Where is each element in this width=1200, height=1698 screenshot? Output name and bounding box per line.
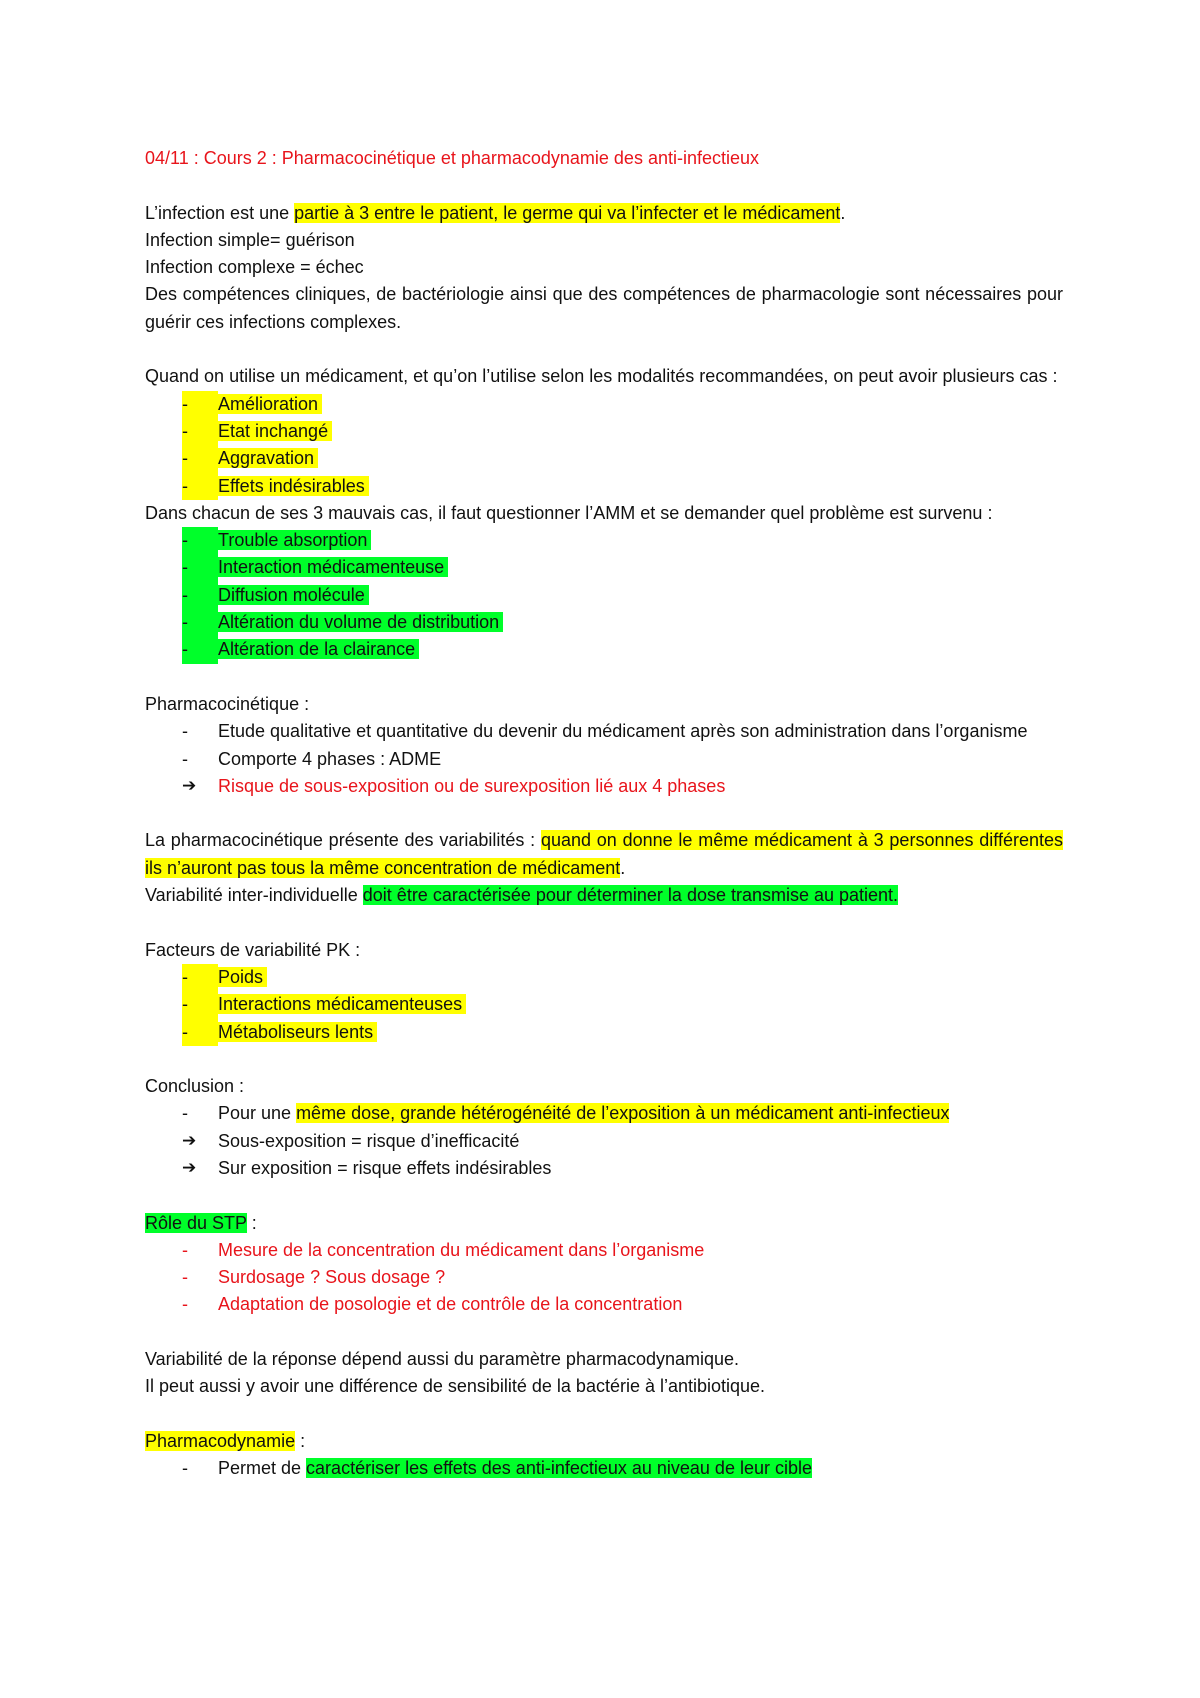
infection-complexe-line: Infection complexe = échec [145, 257, 364, 278]
list-item: - Adaptation de posologie et de contrôle de la concentration [182, 1294, 683, 1315]
reponse-line: Variabilité de la réponse dépend aussi du paramètre pharmacodynamique. [145, 1349, 740, 1370]
pd-heading: Pharmacodynamie : [145, 1430, 306, 1451]
infection-simple-line: Infection simple= guérison [145, 229, 355, 250]
pd-list [145, 1455, 1063, 1482]
highlight-yellow: Pharmacodynamie [145, 1430, 296, 1451]
list-item: - Altération du volume de distribution [145, 609, 1063, 636]
variabilite-inter-line: Variabilité inter-individuelle doit être caractérisée pour déterminer la dose transmise au patient. [145, 885, 899, 906]
document-title: 04/11 : Cours 2 : Pharmacocinétique et pharmacodynamie des anti-infectieux [145, 148, 760, 168]
list-item: - Interaction médicamenteuse [145, 554, 1063, 581]
mauvais-cas-paragraph: Dans chacun de ses 3 mauvais cas, il faut questionner l’AMM et se demander quel problème est survenu : [145, 502, 993, 523]
stp-heading: Rôle du STP : [145, 1212, 257, 1233]
facteurs-list [145, 964, 1063, 1046]
intro-paragraph: L’infection est une partie à 3 entre le patient, le germe qui va l’infecter et le médicament. [145, 202, 846, 223]
highlight-green: caractériser les effets des anti-infectieux au niveau de leur cible [306, 1458, 812, 1479]
list-item: - Amélioration [145, 391, 1063, 418]
list-item: ➔ Risque de sous-exposition ou de surexposition lié aux 4 phases [145, 773, 1063, 800]
arrow-right-icon: ➔ [182, 775, 197, 796]
list-item: - Métaboliseurs lents [145, 1019, 1063, 1046]
pk-heading: Pharmacocinétique : [145, 693, 310, 714]
highlight-yellow: partie à 3 entre le patient, le germe qui va l’infecter et le médicament [294, 202, 841, 223]
list-item: - Surdosage ? Sous dosage ? [182, 1267, 446, 1288]
list-item: - Aggravation [145, 445, 1063, 472]
list-item: - Diffusion molécule [145, 582, 1063, 609]
highlight-yellow: quand on donne le même médicament à 3 personnes différentes ils n’auront pas tous la même concentration de médicament [145, 830, 1063, 878]
cas-paragraph: Quand on utilise un médicament, et qu’on l’utilise selon les modalités recommandées, on peut avoir plusieurs cas : [145, 366, 1058, 387]
list-item: - Altération de la clairance [145, 636, 1063, 663]
conclusion-list [145, 1100, 1063, 1182]
arrow-right-icon: ➔ [182, 1157, 197, 1178]
list-item: - Etat inchangé [145, 418, 1063, 445]
list-item: - Etude qualitative et quantitative du devenir du médicament après son administration dans l’organisme [182, 721, 1028, 742]
stp-list [145, 1237, 1063, 1319]
list-item: - Permet de caractériser les effets des anti-infectieux au niveau de leur cible [182, 1458, 812, 1479]
list-item: - Interactions médicamenteuses [145, 991, 1063, 1018]
conclusion-heading: Conclusion : [145, 1076, 245, 1097]
pk-list [145, 718, 1063, 800]
list-item: - Comporte 4 phases : ADME [182, 748, 442, 769]
list-item: ➔ Sous-exposition = risque d’inefficacité [145, 1128, 1063, 1155]
arrow-right-icon: ➔ [182, 1130, 197, 1151]
list-item: - Pour une même dose, grande hétérogénéité de l’exposition à un médicament anti-infectieux [182, 1103, 950, 1124]
highlight-yellow: même dose, grande hétérogénéité de l’exposition à un médicament anti-infectieux [296, 1103, 950, 1124]
list-item: - Trouble absorption [145, 527, 1063, 554]
facteurs-heading: Facteurs de variabilité PK : [145, 939, 361, 960]
competences-paragraph: Des compétences cliniques, de bactériologie ainsi que des compétences de pharmacologie sont nécessaires pour guérir ces infections complexes. [145, 284, 1063, 332]
list-item: - Effets indésirables [145, 473, 1063, 500]
highlight-green: Rôle du STP [145, 1212, 247, 1233]
mauvais-cas-list [145, 527, 1063, 663]
list-item: - Mesure de la concentration du médicament dans l’organisme [182, 1239, 705, 1260]
document-page [145, 145, 1063, 1483]
list-item: - Poids [145, 964, 1063, 991]
highlight-green: doit être caractérisée pour déterminer la dose transmise au patient. [362, 885, 899, 906]
list-item: ➔ Sur exposition = risque effets indésirables [145, 1155, 1063, 1182]
sensibilite-line: Il peut aussi y avoir une différence de sensibilité de la bactérie à l’antibiotique. [145, 1376, 766, 1397]
cas-list [145, 391, 1063, 500]
variabilite-paragraph: La pharmacocinétique présente des variabilités : quand on donne le même médicament à 3 personnes différentes ils n’auront pas tous la même concentration de médicament. [145, 830, 1063, 878]
